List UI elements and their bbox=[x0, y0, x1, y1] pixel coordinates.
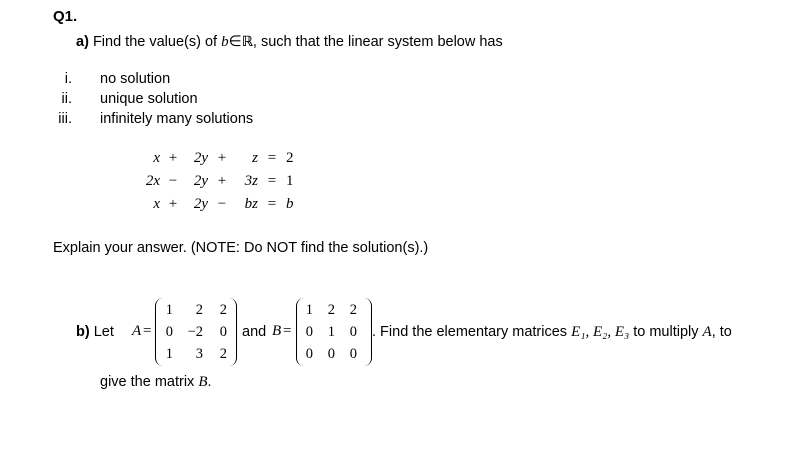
matrix-row: 0 1 0 bbox=[305, 323, 357, 340]
part-a-prompt-after: , such that the linear system below has bbox=[252, 34, 503, 50]
explain-instruction: Explain your answer. (NOTE: Do NOT find the solution(s).) bbox=[53, 240, 429, 256]
question-number: Q1. bbox=[53, 8, 78, 25]
element-of-symbol: ∈ bbox=[228, 34, 242, 50]
option-numeral: i. bbox=[64, 71, 72, 87]
and-word: and bbox=[242, 324, 267, 340]
option-no-solution bbox=[0, 71, 400, 91]
equals-sign: = bbox=[143, 323, 152, 339]
option-numeral: ii. bbox=[61, 91, 72, 107]
elementary-matrices: E₁, E₂, E₃ bbox=[571, 324, 630, 340]
real-numbers-symbol: ℝ bbox=[241, 34, 253, 50]
option-unique-solution bbox=[0, 91, 400, 111]
matrix-row: 1 2 2 bbox=[165, 301, 227, 318]
part-a-label: a) bbox=[76, 34, 89, 50]
let-word: Let bbox=[93, 324, 114, 340]
matrix-b bbox=[298, 298, 370, 366]
part-b-label: b) bbox=[76, 324, 90, 340]
matrix-row: 0 −2 0 bbox=[165, 323, 227, 340]
right-paren bbox=[364, 298, 372, 366]
part-a-prompt bbox=[76, 32, 503, 51]
give-text: give the matrix bbox=[100, 374, 195, 390]
equation-row: x + 2y + z = 2 bbox=[153, 150, 294, 166]
part-a-prompt-before: Find the value(s) of bbox=[92, 34, 222, 50]
matrix-a-ref: A bbox=[702, 324, 712, 340]
matrix-row: 1 2 2 bbox=[305, 301, 357, 318]
option-text: infinitely many solutions bbox=[100, 111, 254, 127]
to-multiply-text: to multiply bbox=[633, 324, 699, 340]
find-text: . Find the elementary matrices bbox=[372, 324, 568, 340]
equals-sign: = bbox=[283, 323, 292, 339]
matrix-row: 1 3 2 bbox=[165, 345, 227, 362]
options-list bbox=[0, 71, 400, 131]
period: . bbox=[207, 374, 212, 390]
comma-to-text: , to bbox=[711, 324, 732, 340]
matrix-a-name: A bbox=[132, 323, 142, 339]
matrix-row: 0 0 0 bbox=[305, 345, 357, 362]
option-infinitely-many bbox=[0, 111, 400, 131]
matrix-a bbox=[157, 298, 235, 366]
right-paren bbox=[229, 298, 237, 366]
option-numeral: iii. bbox=[58, 111, 72, 127]
linear-system bbox=[140, 147, 300, 216]
part-b-give bbox=[100, 374, 212, 391]
part-b-task bbox=[372, 324, 732, 341]
option-text: unique solution bbox=[100, 91, 198, 107]
option-text: no solution bbox=[100, 71, 171, 87]
equation-row: 2x − 2y + 3z = 1 bbox=[145, 173, 294, 189]
matrix-b-ref: B bbox=[198, 374, 208, 390]
equation-row: x + 2y − bz = b bbox=[153, 196, 294, 212]
matrix-b-name: B bbox=[272, 323, 282, 339]
part-b-prompt bbox=[76, 324, 114, 340]
variable-b: b bbox=[221, 34, 229, 50]
